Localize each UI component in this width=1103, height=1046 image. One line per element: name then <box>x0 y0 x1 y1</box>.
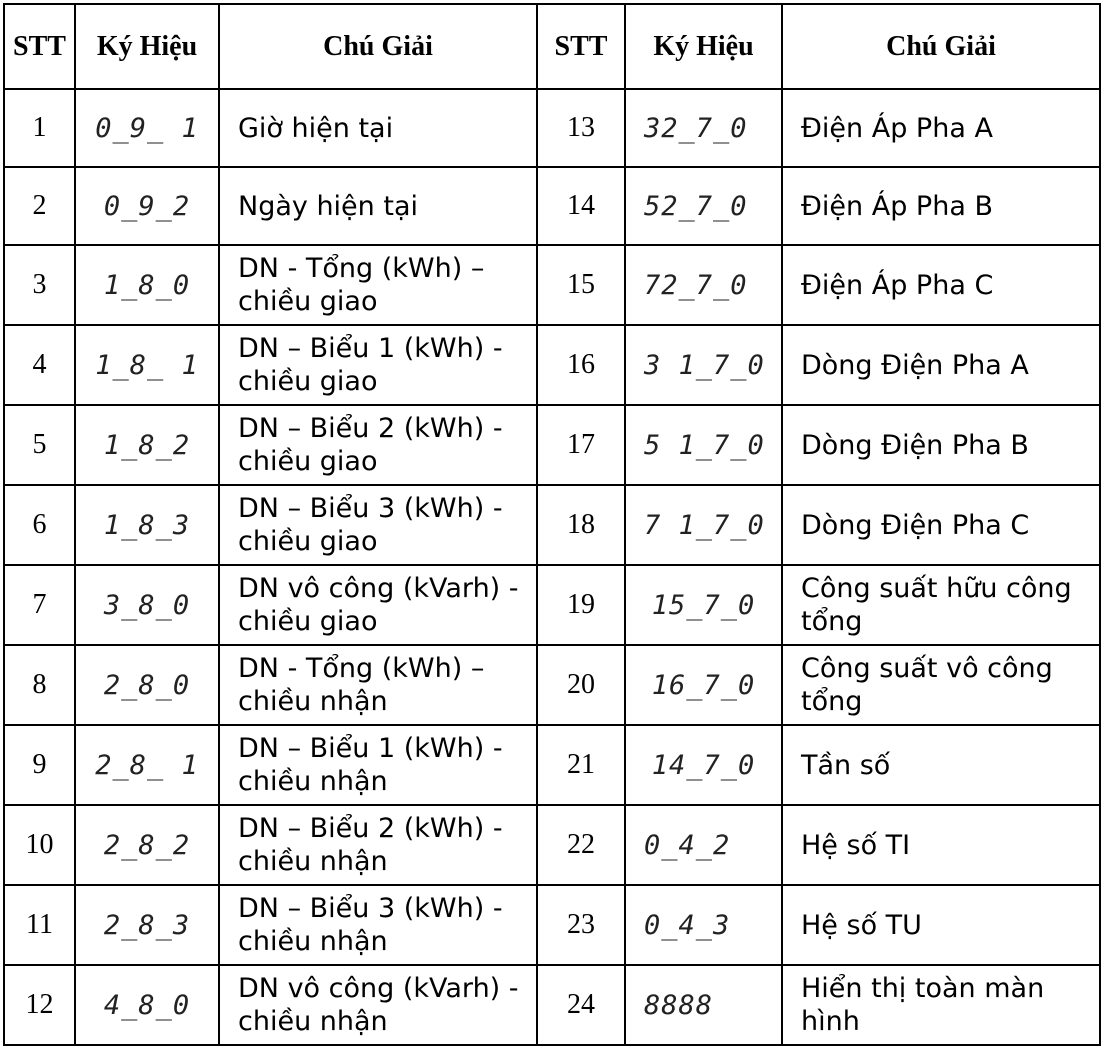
table-row <box>4 965 1100 1045</box>
row-number: 16 <box>537 325 625 405</box>
display-code: 1_8_3 <box>75 485 219 565</box>
code-description: DN - Tổng (kWh) – chiều nhận <box>219 645 537 725</box>
row-number: 6 <box>4 485 75 565</box>
row-number: 2 <box>4 167 75 245</box>
display-code: 2_8_0 <box>75 645 219 725</box>
code-description: DN – Biểu 3 (kWh) - chiều giao <box>219 485 537 565</box>
code-description: Dòng Điện Pha A <box>782 325 1100 405</box>
row-number: 5 <box>4 405 75 485</box>
row-number: 24 <box>537 965 625 1045</box>
display-code: 0_9_ 1 <box>75 89 219 167</box>
code-description: Dòng Điện Pha C <box>782 485 1100 565</box>
row-number: 19 <box>537 565 625 645</box>
table-row <box>4 167 1100 245</box>
code-description: DN – Biểu 2 (kWh) - chiều nhận <box>219 805 537 885</box>
row-number: 21 <box>537 725 625 805</box>
header-description-right: Chú Giải <box>782 4 1100 89</box>
row-number: 22 <box>537 805 625 885</box>
header-stt-left: STT <box>4 4 75 89</box>
row-number: 9 <box>4 725 75 805</box>
code-description: DN – Biểu 1 (kWh) - chiều nhận <box>219 725 537 805</box>
code-description: Giờ hiện tại <box>219 89 537 167</box>
row-number: 7 <box>4 565 75 645</box>
row-number: 23 <box>537 885 625 965</box>
table-row <box>4 405 1100 485</box>
code-description: Hệ số TI <box>782 805 1100 885</box>
code-description: Công suất hữu công tổng <box>782 565 1100 645</box>
code-description: DN – Biểu 1 (kWh) - chiều giao <box>219 325 537 405</box>
row-number: 4 <box>4 325 75 405</box>
display-code: 4_8_0 <box>75 965 219 1045</box>
table-row <box>4 805 1100 885</box>
code-description: Công suất vô công tổng <box>782 645 1100 725</box>
display-code: 0_4_2 <box>625 805 782 885</box>
display-code: 1_8_0 <box>75 245 219 325</box>
table-row <box>4 485 1100 565</box>
display-code: 7 1_7_0 <box>625 485 782 565</box>
table-row <box>4 325 1100 405</box>
code-description: DN vô công (kVarh) - chiều giao <box>219 565 537 645</box>
code-description: Hệ số TU <box>782 885 1100 965</box>
table-row <box>4 725 1100 805</box>
row-number: 20 <box>537 645 625 725</box>
header-description-left: Chú Giải <box>219 4 537 89</box>
header-code-right: Ký Hiệu <box>625 4 782 89</box>
table-header-row <box>4 4 1100 89</box>
display-code: 1_8_ 1 <box>75 325 219 405</box>
row-number: 11 <box>4 885 75 965</box>
display-code: 3_8_0 <box>75 565 219 645</box>
display-code: 2_8_ 1 <box>75 725 219 805</box>
code-description: Hiển thị toàn màn hình <box>782 965 1100 1045</box>
display-code: 3 1_7_0 <box>625 325 782 405</box>
row-number: 3 <box>4 245 75 325</box>
display-code: 15_7_0 <box>625 565 782 645</box>
row-number: 14 <box>537 167 625 245</box>
code-description: Điện Áp Pha B <box>782 167 1100 245</box>
row-number: 17 <box>537 405 625 485</box>
display-code: 32_7_0 <box>625 89 782 167</box>
row-number: 1 <box>4 89 75 167</box>
code-description: DN vô công (kVarh) - chiều nhận <box>219 965 537 1045</box>
header-code-left: Ký Hiệu <box>75 4 219 89</box>
code-description: Dòng Điện Pha B <box>782 405 1100 485</box>
meter-display-code-table <box>3 3 1101 1046</box>
code-description: Tần số <box>782 725 1100 805</box>
display-code: 52_7_0 <box>625 167 782 245</box>
code-description: Ngày hiện tại <box>219 167 537 245</box>
table-row <box>4 89 1100 167</box>
code-description: DN – Biểu 3 (kWh) - chiều nhận <box>219 885 537 965</box>
row-number: 8 <box>4 645 75 725</box>
display-code: 1_8_2 <box>75 405 219 485</box>
table-row <box>4 885 1100 965</box>
display-code: 16_7_0 <box>625 645 782 725</box>
row-number: 13 <box>537 89 625 167</box>
table-row <box>4 565 1100 645</box>
display-code: 0_4_3 <box>625 885 782 965</box>
row-number: 12 <box>4 965 75 1045</box>
code-description: DN – Biểu 2 (kWh) - chiều giao <box>219 405 537 485</box>
table-row <box>4 245 1100 325</box>
code-description: Điện Áp Pha C <box>782 245 1100 325</box>
code-description: Điện Áp Pha A <box>782 89 1100 167</box>
display-code: 72_7_0 <box>625 245 782 325</box>
code-description: DN - Tổng (kWh) – chiều giao <box>219 245 537 325</box>
display-code: 2_8_3 <box>75 885 219 965</box>
row-number: 15 <box>537 245 625 325</box>
display-code: 5 1_7_0 <box>625 405 782 485</box>
display-code: 2_8_2 <box>75 805 219 885</box>
header-stt-right: STT <box>537 4 625 89</box>
display-code: 8888 <box>625 965 782 1045</box>
display-code: 0_9_2 <box>75 167 219 245</box>
table-row <box>4 645 1100 725</box>
display-code: 14_7_0 <box>625 725 782 805</box>
row-number: 18 <box>537 485 625 565</box>
row-number: 10 <box>4 805 75 885</box>
